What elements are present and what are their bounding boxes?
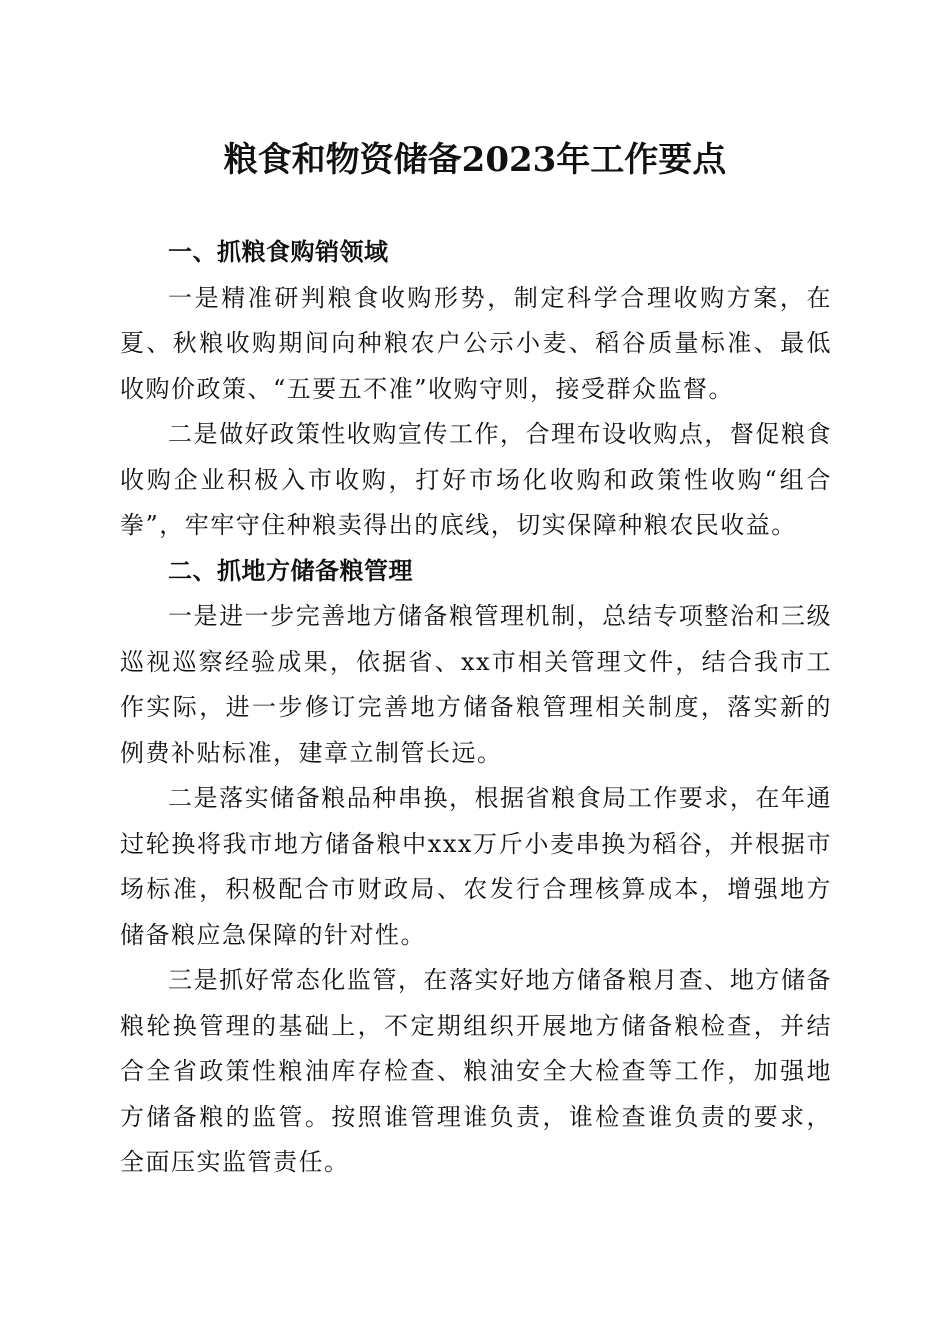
section-heading-1: 一、抓粮食购销领域 (168, 238, 389, 266)
paragraph-2-3: 三是抓好常态化监管，在落实好地方储备粮月查、地方储备粮轮换管理的基础上，不定期组织开展地方储备粮检查，并结合全省政策性粮油库存检查、粮油安全大检查等工作，加强地方储备粮的监管。按照谁管理谁负责，谁检查谁负责的要求，全面压实监管责任。 (120, 966, 832, 1176)
paragraph-1-2: 二是做好政策性收购宣传工作，合理布设收购点，督促粮食收购企业积极入市收购，打好市场化收购和政策性收购“组合拳”，牢牢守住种粮卖得出的底线，切实保障种粮农民收益。 (120, 420, 832, 539)
section-heading-2: 二、抓地方储备粮管理 (168, 556, 413, 585)
page-title: 粮食和物资储备2023年工作要点 (223, 140, 727, 180)
document-body (120, 230, 832, 1186)
paragraph-1-1: 一是精准研判粮食收购形势，制定科学合理收购方案，在夏、秋粮收购期间向种粮农户公示小麦、稻谷质量标准、最低收购价政策、“五要五不准”收购守则，接受群众监督。 (120, 283, 832, 403)
paragraph-2-1: 一是进一步完善地方储备粮管理机制，总结专项整治和三级巡视巡察经验成果，依据省、xx市相关管理文件，结合我市工作实际，进一步修订完善地方储备粮管理相关制度，落实新的例费补贴标准，建章立制管长远。 (120, 602, 832, 767)
paragraph-2-2: 二是落实储备粮品种串换，根据省粮食局工作要求，在年通过轮换将我市地方储备粮中xxx万斤小麦串换为稻谷，并根据市场标准，积极配合市财政局、农发行合理核算成本，增强地方储备粮应急保障的针对性。 (120, 784, 832, 949)
